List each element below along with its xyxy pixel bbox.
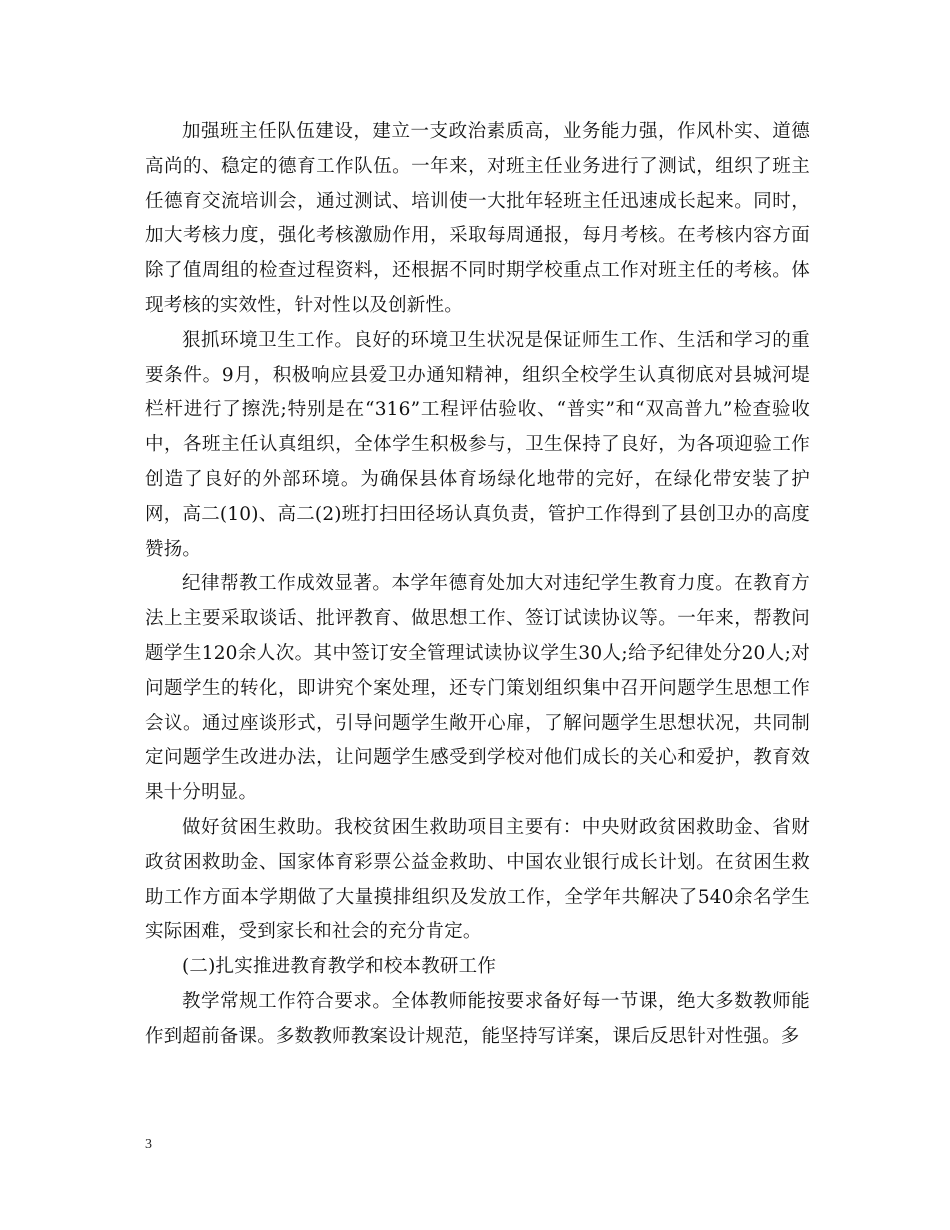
page-number: 3 (145, 1137, 152, 1152)
paragraph-class-teacher-team: 加强班主任队伍建设，建立一支政治素质高，业务能力强，作风朴实、道德高尚的、稳定的德育工作队伍。一年来，对班主任业务进行了测试，组织了班主任德育交流培训会，通过测试、培训使一大批年轻班主任迅速成长起来。同时，加大考核力度，强化考核激励作用，采取每周通报，每月考核。在考核内容方面除了值周组的检查过程资料，还根据不同时期学校重点工作对班主任的考核。体现考核的实效性，针对性以及创新性。 (145, 121, 810, 316)
paragraph-discipline-guidance: 纪律帮教工作成效显著。本学年德育处加大对违纪学生教育力度。在教育方法上主要采取谈话、批评教育、做思想工作、签订试读协议等。一年来，帮教问题学生120余人次。其中签订安全管理试读协议学生30人;给予纪律处分20人;对问题学生的转化，即讲究个案处理，还专门策划组织集中召开问题学生思想工作会议。通过座谈形式，引导问题学生敞开心扉，了解问题学生思想状况，共同制定问题学生改进办法，让问题学生感受到学校对他们成长的关心和爱护，教育效果十分明显。 (145, 573, 810, 804)
paragraph-environment-hygiene: 狠抓环境卫生工作。良好的环境卫生状况是保证师生工作、生活和学习的重要条件。9月，积极响应县爱卫办通知精神，组织全校学生认真彻底对县城河堤栏杆进行了擦洗;特别是在“316”工程评估验收、“普实”和“双高普九”检查验收中，各班主任认真组织，全体学生积极参与，卫生保持了良好，为各项迎验工作创造了良好的外部环境。为确保县体育场绿化地带的完好，在绿化带安装了护网，高二(10)、高二(2)班打扫田径场认真负责，管护工作得到了县创卫办的高度赞扬。 (145, 329, 810, 560)
paragraph-teaching-routine: 教学常规工作符合要求。全体教师能按要求备好每一节课，绝大多数教师能作到超前备课。多数教师教案设计规范，能坚持写详案，课后反思针对性强。多 (145, 990, 810, 1047)
section-heading-teaching-research: (二)扎实推进教育教学和校本教研工作 (182, 956, 497, 978)
document-body (145, 115, 810, 1055)
paragraph-poor-student-aid: 做好贫困生救助。我校贫困生救助项目主要有：中央财政贫困救助金、省财政贫困救助金、国家体育彩票公益金救助、中国农业银行成长计划。在贫困生救助工作方面本学期做了大量摸排组织及发放工作，全学年共解决了540余名学生实际困难，受到家长和社会的充分肯定。 (145, 816, 810, 943)
